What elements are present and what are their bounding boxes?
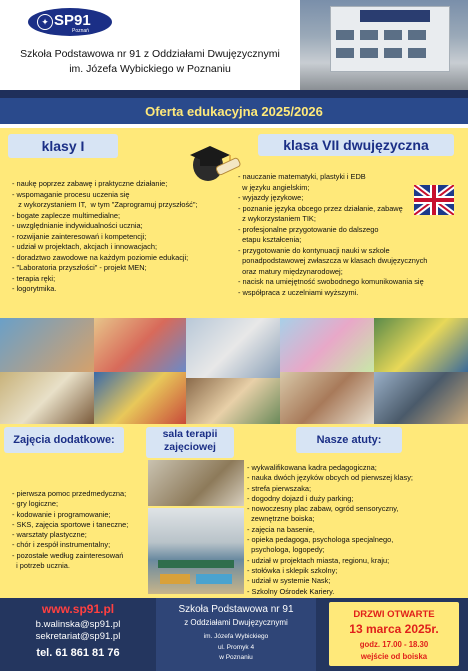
building-window [408,48,426,58]
list-item: ponadpodstawowej zwłaszcza w klasach dwujęzycznych [238,256,428,265]
list-item: - Szkolny Ośrodek Kariery. [247,586,335,596]
school-name-line2: im. Józefa Wybickiego w Poznaniu [69,63,231,75]
list-item: - nauczanie matematyki, plastyki i EDB [238,172,366,181]
list-item: - opieka pedagoga, psychologa specjalnego, [247,535,394,545]
photo [94,372,186,424]
offer-title: Oferta edukacyjna 2025/2026 [145,104,323,119]
photo [186,378,280,424]
email-link[interactable]: sekretariat@sp91.pl [35,631,121,642]
building-window [336,30,354,40]
klasa-vii-list [238,172,464,298]
building-sign [360,10,430,22]
klasy-i-list [12,179,242,295]
graduation-cap-icon [186,138,242,184]
list-item: - uwzględnianie indywidualności ucznia; [12,221,143,230]
photo [94,318,186,372]
list-item: - nowoczesny plac zabaw, ogród sensoryczny, [247,504,399,514]
list-item: - wyjazdy językowe; [238,193,304,202]
photo [280,318,374,372]
footer-street: ul. Promyk 4 [217,644,255,651]
website-link[interactable]: www.sp91.pl [41,602,115,616]
list-item: - rozwijanie zainteresowań i kompetencji; [12,231,147,241]
list-item: w języku angielskim; [238,182,310,192]
list-item: - "Laboratoria przyszłości" - projekt MEN; [12,263,147,272]
list-item: - zajęcia na basenie, [247,524,315,534]
list-item: oraz matury międzynarodowej; [238,266,343,276]
list-item: - warsztaty plastyczne; [12,530,87,540]
list-item: - udział w systemie Nask; [247,576,331,586]
photo [374,318,468,372]
photo [186,318,280,378]
phone-number[interactable]: tel. 61 861 81 76 [36,647,120,659]
list-item: - nauka dwóch języków obcych od pierwszej klasy; [247,473,413,483]
list-item: - gry logiczne; [12,499,59,509]
footer-school-name: Szkoła Podstawowa nr 91 [178,604,294,615]
photo [0,372,94,424]
klasa-vii-heading: klasa VII dwujęzyczna [258,134,454,156]
sala-terapii-heading [146,427,234,458]
list-item: - nacisk na umiejętność swobodnego komunikowania się [238,277,424,286]
list-item: - udział w projektach miasta, regionu, kraju; [247,555,390,565]
list-item: z wykorzystaniem TIK; [238,214,316,223]
school-name-line1: Szkoła Podstawowa nr 91 z Oddziałami Dwujęzycznymi [20,48,280,60]
footer-city: w Poznaniu [219,654,253,661]
list-item: - pozostałe według zainteresowań [12,550,124,560]
list-item: i potrzeb ucznia. [12,561,70,571]
list-item: - stołówka i sklepik szkolny; [247,565,338,575]
list-item: - poznanie języka obcego przez działanie, zabawę [238,203,403,213]
list-item: - naukę poprzez zabawę i praktyczne działanie; [12,179,168,188]
list-item: z wykorzystaniem IT, w tym "Zaprogramuj przyszłość"; [12,200,198,209]
list-item: - wspomaganie procesu uczenia się [12,189,130,199]
therapy-equipment [160,574,190,584]
school-name [0,47,300,77]
building-window [384,30,402,40]
email-link[interactable]: b.walinska@sp91.pl [35,619,121,630]
list-item: - chór i zespół instrumentalny; [12,540,111,550]
divider-bar [0,124,468,128]
photo [0,318,94,372]
list-item: - bogate zaplecze multimedialne; [12,210,121,220]
photo [280,372,374,424]
sala-terapii-line2: zajęciowej [164,441,216,453]
divider-bar [0,90,468,98]
list-item: - wykwalifikowana kadra pedagogiczna; [247,463,377,472]
list-item: - dogodny dojazd i duży parking; [247,493,354,503]
building-window [408,30,426,40]
open-day-entrance: wejście od boiska [360,652,428,661]
list-item: etapu kształcenia; [238,235,302,244]
list-item: - przygotowanie do kontynuacji nauki w szkole [238,245,390,255]
open-day-hours: godz. 17.00 - 18.30 [359,640,429,649]
therapy-equipment [158,560,234,568]
list-item: - współpraca z uczelniami wyższymi. [238,287,359,297]
building-window [384,48,402,58]
logo-text: SP91 [54,12,91,29]
zajecia-dodatkowe-list [12,489,152,571]
school-logo-icon: ✦ SP91 Poznań [28,8,112,36]
building-window [336,48,354,58]
list-item: - kodowanie i programowanie; [12,509,111,519]
logo-subtext: Poznań [72,28,89,34]
building-window [360,30,378,40]
list-item: - terapia ręki; [12,273,56,283]
list-item: - profesjonalne przygotowanie do dalszego [238,224,379,234]
list-item: - logorytmika. [12,284,57,293]
therapy-room-photo [148,460,244,506]
list-item: - pierwsza pomoc przedmedyczna; [12,489,127,498]
footer-patron: im. Józefa Wybickiego [203,633,269,640]
zajecia-dodatkowe-heading: Zajęcia dodatkowe: [4,427,124,453]
open-day-date: 13 marca 2025r. [349,622,439,636]
therapy-equipment [196,574,232,584]
nasze-atuty-heading: Nasze atuty: [296,427,402,453]
open-day-title: DRZWI OTWARTE [353,609,435,620]
list-item: - doradztwo zawodowe na każdym poziomie edukacji; [12,252,189,262]
footer-school-subname: z Oddziałami Dwujęzycznymi [184,618,288,627]
list-item: - strefa pierwszaka; [247,483,312,493]
list-item: zewnętrzne boiska; [247,514,315,524]
building-window [360,48,378,58]
list-item: psychologa, logopedy; [247,545,325,555]
photo [374,372,468,424]
sala-terapii-line1: sala terapii [162,428,218,440]
nasze-atuty-list [247,463,467,597]
photo-collage [0,318,468,424]
klasy-i-heading: klasy I [8,134,118,158]
list-item: - udział w projektach, akcjach i innowacjach; [12,242,158,251]
list-item: - SKS, zajęcia sportowe i taneczne; [12,519,129,529]
